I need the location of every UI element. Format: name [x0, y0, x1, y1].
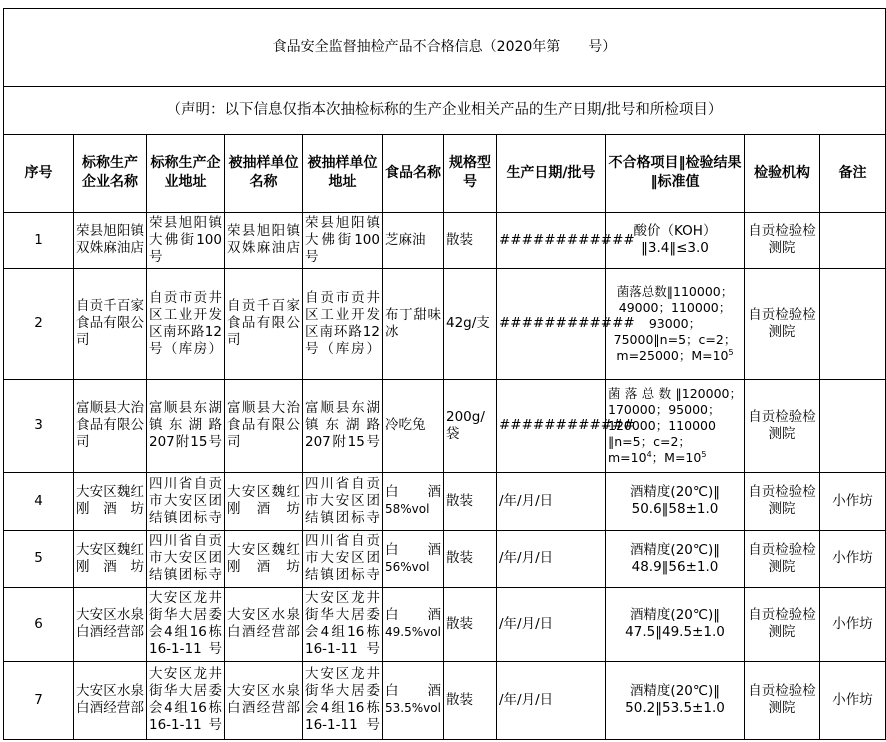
- cell-producer-name: 大安区魏红刚酒坊: [74, 472, 147, 530]
- cell-sampled-addr: 富顺县东湖镇东湖路207附15号: [303, 379, 383, 472]
- cell-date: ############: [497, 379, 606, 472]
- cell-date: /年/月/日: [497, 587, 606, 661]
- fail-item-line1: 酒精度(20℃)‖: [629, 484, 721, 500]
- fail-item-line1: 酒精度(20℃)‖: [629, 683, 721, 699]
- cell-producer-name: 自贡千百家食品有限公司: [74, 268, 147, 379]
- cell-fail-item: [606, 472, 745, 530]
- table-row: [4, 661, 886, 739]
- cell-remark: 小作坊: [820, 587, 886, 661]
- cell-producer-name: 大安区魏红刚酒坊: [74, 530, 147, 587]
- cell-agency: 自贡检验检测院: [745, 212, 820, 268]
- cell-seq: 7: [4, 661, 74, 739]
- fail-item-line2: 47.5‖49.5±1.0: [625, 624, 725, 640]
- cell-producer-name: 大安区水泉白酒经营部: [74, 661, 147, 739]
- cell-spec: 散装: [444, 530, 497, 587]
- cell-sampled-addr: 四川省自贡市大安区团结镇团标寺: [303, 472, 383, 530]
- document-title: 食品安全监督抽检产品不合格信息（2020年第 号）: [4, 8, 886, 86]
- fail-item-text: 菌落总数‖120000；170000；95000；120000；110000 ‖n=5；c=2；m=10: [608, 385, 742, 465]
- cell-food-name: [383, 661, 444, 739]
- header-spec: 规格型号: [444, 134, 497, 212]
- cell-producer-addr: 荣县旭阳镇大佛街100号: [147, 212, 225, 268]
- cell-sampled-addr: 荣县旭阳镇大佛街100号: [303, 212, 383, 268]
- header-producer-name: 标称生产企业名称: [74, 134, 147, 212]
- cell-remark: [820, 212, 886, 268]
- cell-sampled-name: 荣县旭阳镇双姝麻油店: [225, 212, 303, 268]
- header-agency: 检验机构: [745, 134, 820, 212]
- cell-date: /年/月/日: [497, 661, 606, 739]
- fail-item-line2: 50.2‖53.5±1.0: [625, 700, 725, 716]
- food-name-line1: 白 酒: [385, 683, 441, 699]
- cell-food-name: 冷吃兔: [383, 379, 444, 472]
- header-producer-addr: 标称生产企业地址: [147, 134, 225, 212]
- cell-spec: 200g/袋: [444, 379, 497, 472]
- cell-fail-item: [606, 530, 745, 587]
- cell-sampled-name: 大安区魏红刚酒坊: [225, 472, 303, 530]
- cell-food-name: [383, 587, 444, 661]
- cell-producer-name: 富顺县大治食品有限公司: [74, 379, 147, 472]
- table-row: [4, 379, 886, 472]
- header-sampled-name: 被抽样单位名称: [225, 134, 303, 212]
- cell-remark: [820, 379, 886, 472]
- cell-spec: 散装: [444, 212, 497, 268]
- cell-sampled-name: 自贡千百家食品有限公司: [225, 268, 303, 379]
- fail-item-exponent-m: 4: [646, 449, 652, 459]
- cell-remark: 小作坊: [820, 661, 886, 739]
- header-date: 生产日期/批号: [497, 134, 606, 212]
- table-row: [4, 212, 886, 268]
- cell-food-name: [383, 530, 444, 587]
- cell-sampled-addr: 大安区龙井街华大居委会4组16栋16-1-11号: [303, 587, 383, 661]
- cell-spec: 42g/支: [444, 268, 497, 379]
- cell-producer-addr: 富顺县东湖镇东湖路207附15号: [147, 379, 225, 472]
- cell-agency: 自贡检验检测院: [745, 530, 820, 587]
- cell-producer-addr: 自贡市贡井区工业开发区南环路12号（库房）: [147, 268, 225, 379]
- cell-remark: 小作坊: [820, 472, 886, 530]
- cell-agency: 自贡检验检测院: [745, 661, 820, 739]
- cell-producer-addr: 四川省自贡市大安区团结镇团标寺: [147, 530, 225, 587]
- food-name-line2: 49.5%vol: [385, 625, 441, 639]
- cell-seq: 3: [4, 379, 74, 472]
- cell-sampled-addr: 四川省自贡市大安区团结镇团标寺: [303, 530, 383, 587]
- table-row: [4, 587, 886, 661]
- header-fail-item: 不合格项目‖检验结果‖标准值: [606, 134, 745, 212]
- cell-producer-name: 大安区水泉白酒经营部: [74, 587, 147, 661]
- cell-seq: 4: [4, 472, 74, 530]
- declaration: （声明：以下信息仅指本次抽检标称的生产企业相关产品的生产日期/批号和所检项目）: [4, 86, 886, 134]
- cell-seq: 6: [4, 587, 74, 661]
- cell-remark: [820, 268, 886, 379]
- cell-producer-addr: 大安区龙井街华大居委会4组16栋16-1-11号: [147, 661, 225, 739]
- cell-spec: 散装: [444, 661, 497, 739]
- cell-seq: 5: [4, 530, 74, 587]
- cell-fail-item: [606, 587, 745, 661]
- table-row: [4, 530, 886, 587]
- cell-sampled-name: 大安区魏红刚酒坊: [225, 530, 303, 587]
- cell-agency: 自贡检验检测院: [745, 268, 820, 379]
- cell-date: ############: [497, 212, 606, 268]
- cell-agency: 自贡检验检测院: [745, 587, 820, 661]
- cell-sampled-name: 大安区水泉白酒经营部: [225, 587, 303, 661]
- fail-item-line1: 酒精度(20℃)‖: [629, 607, 721, 623]
- fail-item-exponent-M: 5: [701, 449, 707, 459]
- food-name-line2: 58%vol: [385, 502, 430, 516]
- cell-remark: 小作坊: [820, 530, 886, 587]
- cell-agency: 自贡检验检测院: [745, 472, 820, 530]
- cell-sampled-addr: 大安区龙井街华大居委会4组16栋16-1-11号: [303, 661, 383, 739]
- table-row: [4, 472, 886, 530]
- cell-sampled-name: 富顺县大治食品有限公司: [225, 379, 303, 472]
- food-name-line1: 白 酒: [385, 541, 441, 558]
- fail-item-text-tail: ；M=10: [651, 449, 702, 465]
- header-food-name: 食品名称: [383, 134, 444, 212]
- cell-date: /年/月/日: [497, 472, 606, 530]
- food-name-line2: 56%vol: [385, 559, 430, 574]
- cell-food-name: [383, 472, 444, 530]
- cell-spec: 散装: [444, 587, 497, 661]
- cell-sampled-addr: 自贡市贡井区工业开发区南环路12号（库房）: [303, 268, 383, 379]
- fail-item-line1: 酒精度(20℃)‖: [629, 541, 721, 558]
- fail-item-line2: 48.9‖56±1.0: [631, 558, 719, 575]
- cell-agency: 自贡检验检测院: [745, 379, 820, 472]
- header-remark: 备注: [820, 134, 886, 212]
- cell-fail-item: [606, 379, 745, 472]
- cell-producer-name: 荣县旭阳镇双姝麻油店: [74, 212, 147, 268]
- food-name-line1: 白 酒: [385, 607, 441, 623]
- cell-fail-item: 酸价（KOH）‖3.4‖≤3.0: [606, 212, 745, 268]
- fail-item-exponent: 5: [728, 347, 734, 357]
- cell-seq: 2: [4, 268, 74, 379]
- food-name-line2: 53.5%vol: [385, 701, 441, 715]
- header-row: [4, 134, 886, 212]
- cell-sampled-name: 大安区水泉白酒经营部: [225, 661, 303, 739]
- header-seq: 序号: [4, 134, 74, 212]
- fail-item-line2: 50.6‖58±1.0: [631, 501, 719, 517]
- noncompliance-table: [3, 0, 886, 740]
- cell-producer-addr: 大安区龙井街华大居委会4组16栋16-1-11号: [147, 587, 225, 661]
- cell-spec: 散装: [444, 472, 497, 530]
- cell-producer-addr: 四川省自贡市大安区团结镇团标寺: [147, 472, 225, 530]
- table-row: [4, 268, 886, 379]
- fail-item-text: 菌落总数‖110000；49000；110000；93000；75000‖n=5；c=2；m=25000；M=10: [613, 283, 737, 363]
- cell-date: /年/月/日: [497, 530, 606, 587]
- cell-food-name: 布丁甜味冰: [383, 268, 444, 379]
- cell-food-name: 芝麻油: [383, 212, 444, 268]
- cell-seq: 1: [4, 212, 74, 268]
- header-sampled-addr: 被抽样单位地址: [303, 134, 383, 212]
- cell-date: ############: [497, 268, 606, 379]
- cell-fail-item: [606, 661, 745, 739]
- food-name-line1: 白 酒: [385, 484, 441, 500]
